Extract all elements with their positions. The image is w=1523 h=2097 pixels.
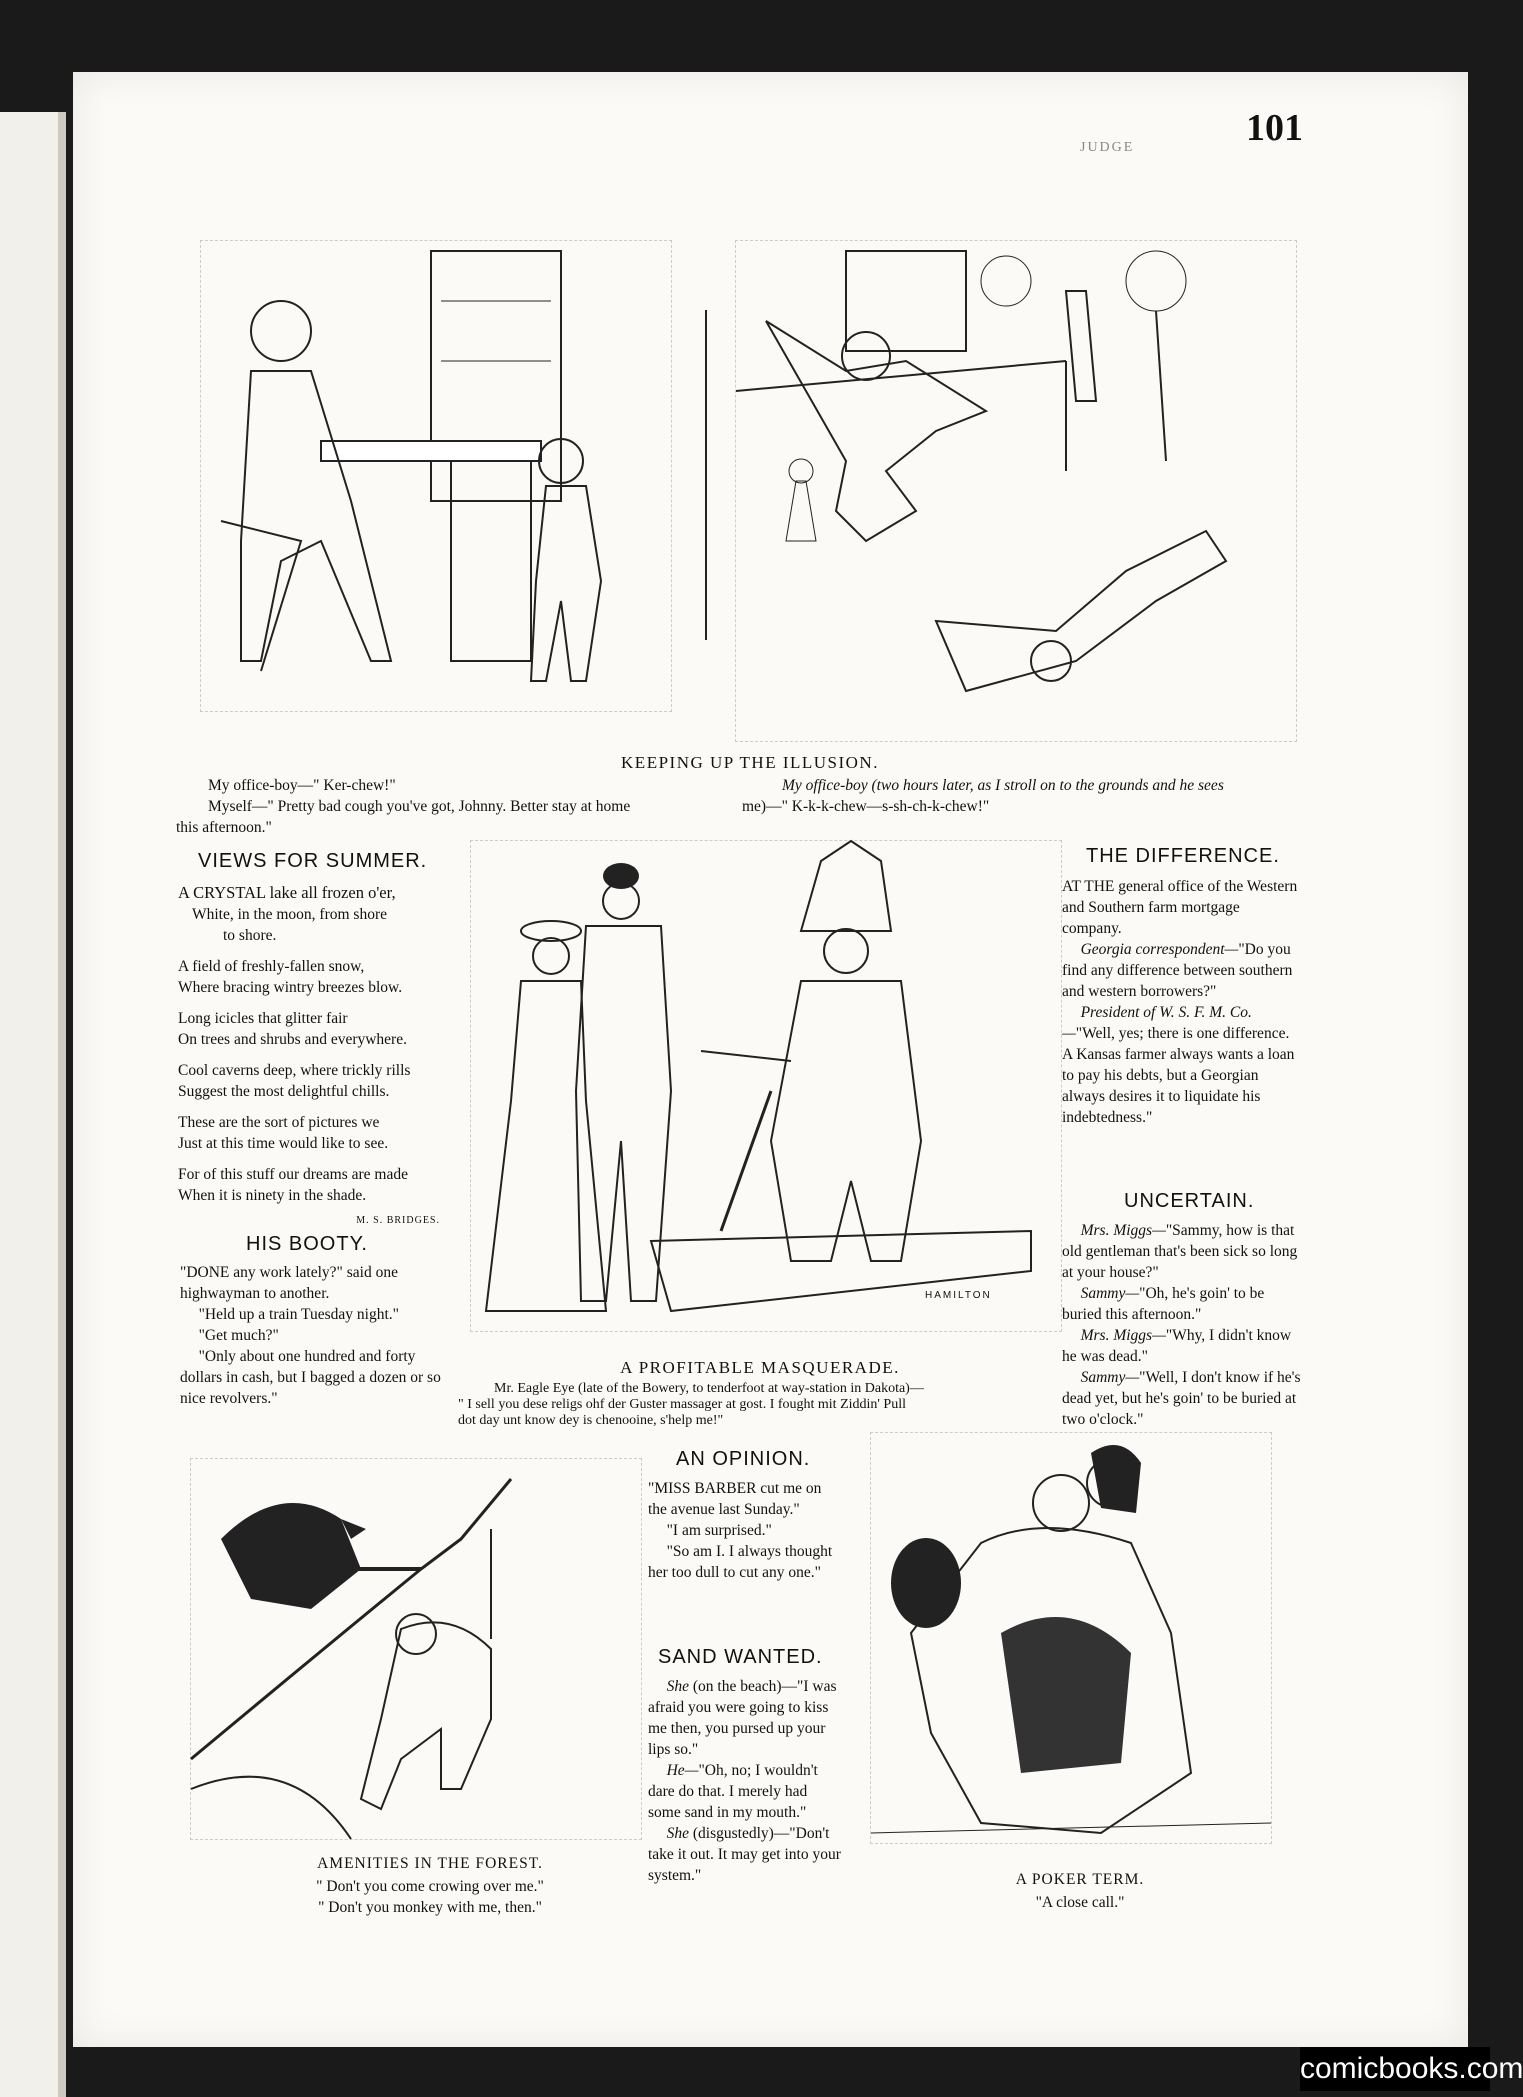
views-for-summer-poem xyxy=(178,882,440,1231)
grounds-illustration xyxy=(735,240,1297,742)
poem-line: to shore. xyxy=(223,927,277,944)
difference-paragraph xyxy=(1062,1002,1302,1128)
office-illustration xyxy=(200,240,672,712)
masquerade-caption-line2: " I sell you dese religs ohf der Guster massager at gost. I fought mit Ziddin' Pull xyxy=(458,1397,906,1412)
masquerade-artist-signature: HAMILTON xyxy=(925,1290,992,1301)
illusion-caption-left-line1: My office-boy—" Ker-chew!" xyxy=(208,777,396,794)
running-head: JUDGE xyxy=(1080,140,1135,155)
poker-sketch xyxy=(871,1433,1271,1843)
poker-caption: "A close call." xyxy=(1035,1894,1125,1911)
illusion-caption-left-line2: Myself—" Pretty bad cough you've got, Johnny. Better stay at home xyxy=(208,798,631,815)
masquerade-caption-line1: Mr. Eagle Eye (late of the Bowery, to tenderfoot at way-station in Dakota)— xyxy=(494,1381,924,1396)
poem-line: White, in the moon, from shore xyxy=(192,906,387,923)
watermark: comicbooks.com xyxy=(1300,2047,1490,2091)
forest-caption-line1: " Don't you come crowing over me." xyxy=(316,1878,544,1895)
uncertain-paragraph xyxy=(1062,1220,1302,1283)
an-opinion-heading: AN OPINION. xyxy=(676,1448,811,1470)
forest-illustration xyxy=(190,1458,642,1840)
speaker-label: Sammy— xyxy=(1080,1369,1140,1386)
grounds-sketch xyxy=(736,241,1296,741)
forest-title: AMENITIES IN THE FOREST. xyxy=(317,1855,543,1872)
the-difference-text xyxy=(1062,876,1302,1128)
poem-stanza xyxy=(178,1112,440,1154)
dialogue-text: (disgustedly)—"Don't take it out. It may get into your system." xyxy=(648,1825,841,1884)
opinion-paragraph: "I am surprised." xyxy=(666,1522,772,1539)
speaker-label: She xyxy=(666,1825,689,1842)
uncertain-paragraph xyxy=(1062,1283,1302,1325)
illusion-caption-left xyxy=(176,775,736,838)
poem-line: Where bracing wintry breezes blow. xyxy=(178,979,403,996)
an-opinion-text xyxy=(648,1478,842,1583)
his-booty-heading: HIS BOOTY. xyxy=(246,1233,368,1255)
poem-signature: M. S. BRIDGES. xyxy=(356,1215,440,1226)
speaker-label: Mrs. Miggs— xyxy=(1080,1327,1166,1344)
illusion-caption-right-line1: My office-boy (two hours later, as I stroll on to the grounds and he sees xyxy=(782,777,1224,794)
booty-paragraph: "DONE any work lately?" said one highwayman to another. xyxy=(180,1264,398,1302)
booty-paragraph: "Only about one hundred and forty dollars in cash, but I bagged a dozen or so nice revolvers." xyxy=(180,1348,441,1407)
difference-paragraph: AT THE general office of the Western and Southern farm mortgage company. xyxy=(1062,878,1298,937)
dialogue-text: "Oh, no; I wouldn't dare do that. I merely had some sand in my mouth." xyxy=(648,1762,818,1821)
booty-paragraph: "Get much?" xyxy=(198,1327,279,1344)
dialogue-text: "Well, yes; there is one difference. A Kansas farmer always wants a loan to pay his debts, but a Georgian always desires it to liquidate his indebtedness." xyxy=(1062,1025,1295,1126)
poem-stanza xyxy=(178,956,440,998)
poem-line: These are the sort of pictures we xyxy=(178,1114,380,1131)
speaker-label: Mrs. Miggs— xyxy=(1080,1222,1166,1239)
page-gutter xyxy=(58,112,66,2097)
masquerade-caption xyxy=(458,1381,1078,1429)
poem-line: On trees and shrubs and everywhere. xyxy=(178,1031,407,1048)
cartoon-divider xyxy=(705,310,707,640)
dialogue-text: (on the beach)—"I was afraid you were going to kiss me then, you pursed up your lips so." xyxy=(648,1678,837,1758)
speaker-label: She xyxy=(666,1678,689,1695)
illusion-title: KEEPING UP THE ILLUSION. xyxy=(621,753,879,772)
poem-line: When it is ninety in the shade. xyxy=(178,1187,367,1204)
sand-wanted-text xyxy=(648,1676,842,1886)
masquerade-illustration xyxy=(470,840,1062,1332)
opinion-paragraph: "So am I. I always thought her too dull to cut any one." xyxy=(648,1543,833,1581)
masquerade-caption-line3: dot day unt know dey is chenooine, s'help me!" xyxy=(458,1413,724,1428)
poem-stanza xyxy=(178,882,440,946)
uncertain-heading: UNCERTAIN. xyxy=(1124,1190,1255,1212)
speaker-label: Georgia correspondent— xyxy=(1080,941,1239,958)
poker-title: A POKER TERM. xyxy=(1015,1871,1145,1888)
difference-paragraph xyxy=(1062,939,1302,1002)
sand-paragraph xyxy=(648,1823,842,1886)
sand-paragraph xyxy=(648,1760,842,1823)
poem-line: Cool caverns deep, where trickly rills xyxy=(178,1062,411,1079)
poem-stanza xyxy=(178,1164,440,1206)
dialogue-text: "Why, I didn't know he was dead." xyxy=(1062,1327,1292,1365)
dialogue-text: "Oh, he's goin' to be buried this afternoon." xyxy=(1062,1285,1265,1323)
poem-line: A CRYSTAL lake all frozen o'er, xyxy=(178,883,396,902)
office-sketch xyxy=(201,241,671,711)
sand-paragraph xyxy=(648,1676,842,1760)
speaker-label: Sammy— xyxy=(1080,1285,1140,1302)
views-for-summer-heading: VIEWS FOR SUMMER. xyxy=(198,850,428,872)
dialogue-text: "Well, I don't know if he's dead yet, but he's goin' to be buried at two o'clock." xyxy=(1062,1369,1301,1428)
speaker-label: He— xyxy=(666,1762,699,1779)
poem-line: Suggest the most delightful chills. xyxy=(178,1083,390,1100)
poker-illustration xyxy=(870,1432,1272,1844)
dialogue-text: "Sammy, how is that old gentleman that's been sick so long at your house?" xyxy=(1062,1222,1298,1281)
page-number: 101 xyxy=(1246,107,1303,149)
sand-wanted-heading: SAND WANTED. xyxy=(658,1646,823,1668)
illusion-caption-right-line2: me)—" K-k-k-chew—s-sh-ch-k-chew!" xyxy=(742,798,990,815)
uncertain-text xyxy=(1062,1220,1302,1430)
masquerade-title: A PROFITABLE MASQUERADE. xyxy=(620,1358,900,1377)
forest-caption-line2: " Don't you monkey with me, then." xyxy=(318,1899,542,1916)
masquerade-sketch xyxy=(471,841,1061,1331)
booty-paragraph: "Held up a train Tuesday night." xyxy=(198,1306,399,1323)
dialogue-text: "Do you find any difference between southern and western borrowers?" xyxy=(1062,941,1293,1000)
illusion-caption-right xyxy=(742,775,1302,817)
left-page-edge xyxy=(0,112,66,2097)
poem-line: Just at this time would like to see. xyxy=(178,1135,389,1152)
poem-stanza xyxy=(178,1008,440,1050)
forest-sketch xyxy=(191,1459,641,1839)
poem-line: For of this stuff our dreams are made xyxy=(178,1166,409,1183)
poem-line: A field of freshly-fallen snow, xyxy=(178,958,365,975)
poem-stanza xyxy=(178,1060,440,1102)
his-booty-text xyxy=(180,1262,444,1409)
poem-line: Long icicles that glitter fair xyxy=(178,1010,348,1027)
the-difference-heading: THE DIFFERENCE. xyxy=(1086,845,1280,867)
illusion-caption-left-line3: this afternoon." xyxy=(176,819,272,836)
uncertain-paragraph xyxy=(1062,1367,1302,1430)
forest-caption xyxy=(270,1876,590,1918)
opinion-paragraph: "MISS BARBER cut me on the avenue last Sunday." xyxy=(648,1480,822,1518)
speaker-label: President of W. S. F. M. Co.— xyxy=(1062,1004,1252,1042)
uncertain-paragraph xyxy=(1062,1325,1302,1367)
